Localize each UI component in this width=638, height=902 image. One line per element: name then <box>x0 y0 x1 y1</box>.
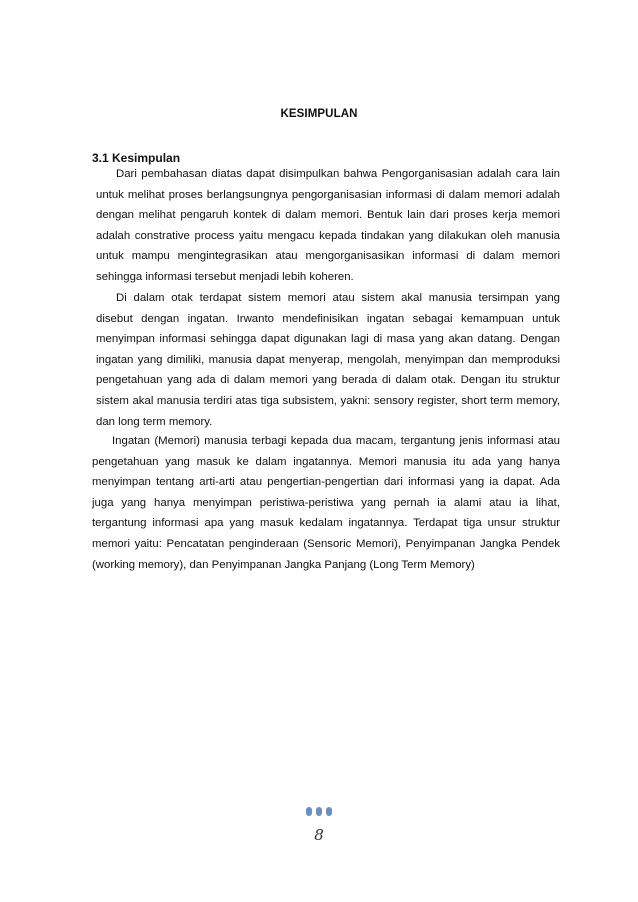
dot-icon <box>316 807 322 816</box>
page-title: KESIMPULAN <box>280 108 358 120</box>
paragraph-3-text: Ingatan (Memori) manusia terbagi kepada dua macam, tergantung jenis informasi atau pengetahuan yang masuk ke dalam ingatannya. Memori manusia itu ada yang hanya menyimpan tentang arti-arti atau pengertian-pengertian dari informasi yang ia dapat. Ada juga yang hanya menyimpan peristiwa-peristiwa yang pernah ia alami atau ia lihat, tergantung informasi apa yang masuk kedalam ingatannya. Terdapat tiga unsur struktur memori yaitu: Pencatatan penginderaan (Sensoric Memori), Penyimpanan Jangka Pendek (working memory), dan Penyimpanan Jangka Panjang (Long Term Memory) <box>92 435 560 571</box>
page-number: 8 <box>314 826 324 844</box>
dot-icon <box>306 807 312 816</box>
three-dots-ornament-icon <box>306 807 336 817</box>
paragraph-2 <box>96 288 560 432</box>
section-heading: 3.1 Kesimpulan <box>92 151 181 165</box>
paragraph-2-text: Di dalam otak terdapat sistem memori atau sistem akal manusia tersimpan yang disebut dengan ingatan. Irwanto mendefinisikan ingatan sebagai kemampuan untuk menyimpan informasi sehingga dapat digunakan lagi di masa yang akan datang. Dengan ingatan yang dimiliki, manusia dapat menyerap, mengolah, menyimpan dan memproduksi pengetahuan yang ada di dalam memori yang berada di dalam otak. Dengan itu struktur sistem akal manusia terdiri atas tiga subsistem, yakni: sensory register, short term memory, dan long term memory. <box>96 292 560 428</box>
paragraph-3 <box>92 431 560 575</box>
paragraph-1 <box>96 164 560 288</box>
paragraph-1-text: Dari pembahasan diatas dapat disimpulkan bahwa Pengorganisasian adalah cara lain untuk melihat proses berlangsungnya pengorganisasian informasi di dalam memori adalah dengan melihat pengaruh kontek di dalam memori. Bentuk lain dari proses kerja memori adalah constrative process yaitu mengacu kepada tindakan yang dilakukan oleh manusia untuk mampu mengintegrasikan atau mengorganisasikan informasi di dalam memori sehingga informasi tersebut menjadi lebih koheren. <box>96 168 560 283</box>
dot-icon <box>326 807 332 816</box>
